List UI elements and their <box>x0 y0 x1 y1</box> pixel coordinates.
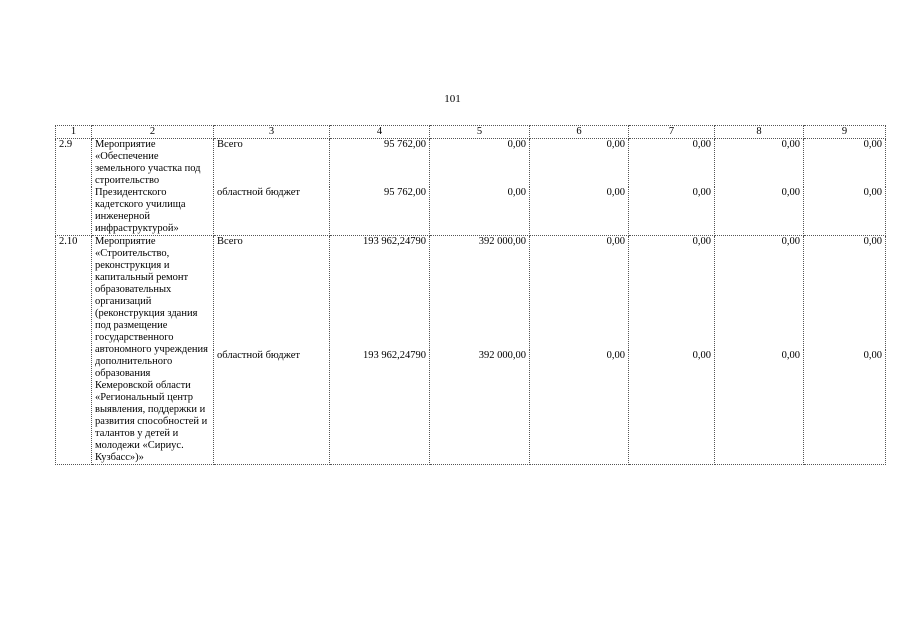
column-header: 1 <box>56 126 92 139</box>
value-cell: 193 962,24790 <box>330 350 430 465</box>
value-cell: 392 000,00 <box>430 236 530 351</box>
funding-source: областной бюджет <box>214 187 330 236</box>
funding-source: областной бюджет <box>214 350 330 465</box>
value-cell: 0,00 <box>804 139 886 188</box>
funding-source: Всего <box>214 236 330 351</box>
value-cell: 0,00 <box>430 139 530 188</box>
column-header: 7 <box>629 126 715 139</box>
value-cell: 0,00 <box>629 236 715 351</box>
table-row <box>56 139 886 188</box>
value-cell: 95 762,00 <box>330 139 430 188</box>
row-code: 2.9 <box>56 139 92 236</box>
value-cell: 95 762,00 <box>330 187 430 236</box>
column-header: 5 <box>430 126 530 139</box>
value-cell: 0,00 <box>804 350 886 465</box>
value-cell: 0,00 <box>530 236 629 351</box>
column-header: 4 <box>330 126 430 139</box>
value-cell: 0,00 <box>715 236 804 351</box>
value-cell: 0,00 <box>530 187 629 236</box>
value-cell: 0,00 <box>530 350 629 465</box>
budget-table <box>55 125 886 465</box>
value-cell: 193 962,24790 <box>330 236 430 351</box>
row-description: Мероприятие «Строительство, реконструкция и капитальный ремонт образовательных организаций (реконструкция здания под размещение государственного автономного учреждения дополнительного образования Кемеровской области «Региональный центр выявления, поддержки и развития способностей и талантов у детей и молодежи «Сириус. Кузбасс»)» <box>92 236 214 465</box>
table-row <box>56 236 886 351</box>
value-cell: 0,00 <box>715 350 804 465</box>
page-number: 101 <box>444 93 461 105</box>
column-header: 8 <box>715 126 804 139</box>
value-cell: 0,00 <box>629 187 715 236</box>
row-code: 2.10 <box>56 236 92 465</box>
value-cell: 0,00 <box>530 139 629 188</box>
value-cell: 0,00 <box>629 350 715 465</box>
row-description: Мероприятие «Обеспечение земельного участка под строительство Президентского кадетского училища инженерной инфраструктурой» <box>92 139 214 236</box>
value-cell: 0,00 <box>629 139 715 188</box>
value-cell: 0,00 <box>715 187 804 236</box>
column-header: 6 <box>530 126 629 139</box>
value-cell: 0,00 <box>430 187 530 236</box>
value-cell: 0,00 <box>804 187 886 236</box>
value-cell: 0,00 <box>804 236 886 351</box>
column-header: 3 <box>214 126 330 139</box>
funding-source: Всего <box>214 139 330 188</box>
column-header: 2 <box>92 126 214 139</box>
value-cell: 0,00 <box>715 139 804 188</box>
value-cell: 392 000,00 <box>430 350 530 465</box>
table-header-row <box>56 126 886 139</box>
column-header: 9 <box>804 126 886 139</box>
